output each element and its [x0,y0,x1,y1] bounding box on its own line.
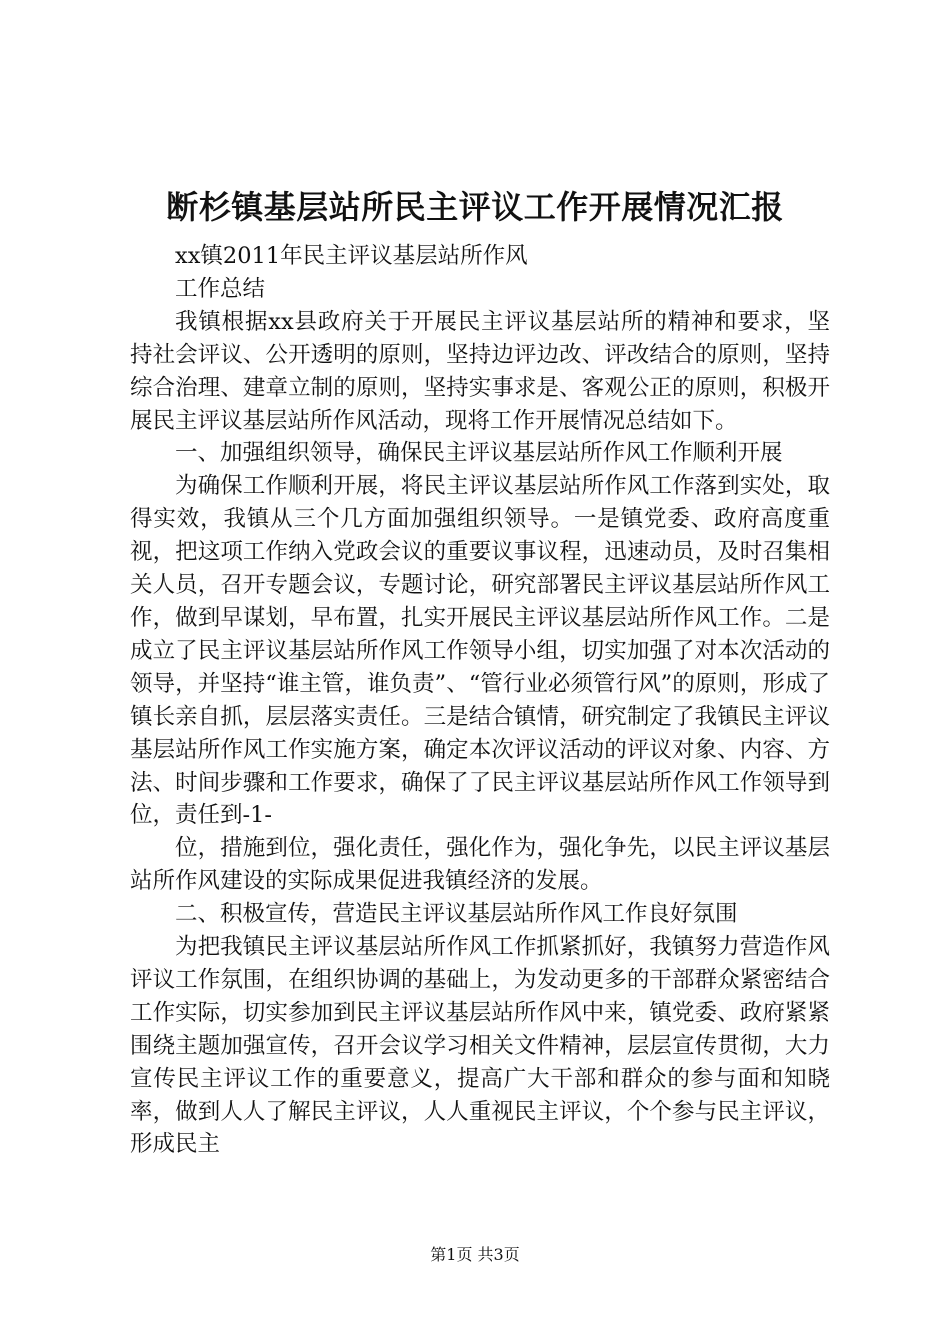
section-heading-2: 二、积极宣传，营造民主评议基层站所作风工作良好氛围 [175,901,738,928]
page-footer: 第1页 共3页 [430,1245,520,1264]
intro-paragraph: 我镇根据xx县政府关于开展民主评议基层站所的精神和要求，坚持社会评议、公开透明的原则，坚持边评边改、评改结合的原则，坚持综合治理、建章立制的原则，坚持实事求是、客观公正的原则，积极开展民主评议基层站所作风活动，现将工作开展情况总结如下。 [130,308,830,434]
document-body [130,240,830,1161]
document-title: 断杉镇基层站所民主评议工作开展情况汇报 [166,188,784,226]
subtitle-line-2: 工作总结 [175,275,266,302]
section-heading-1: 一、加强组织领导，确保民主评议基层站所作风工作顺利开展 [175,440,783,467]
section-1-paragraph: 为确保工作顺利开展，将民主评议基层站所作风工作落到实处，取得实效，我镇从三个几方面加强组织领导。一是镇党委、政府高度重视，把这项工作纳入党政会议的重要议事议程，迅速动员，及时召集相关人员，召开专题会议，专题讨论，研究部署民主评议基层站所作风工作，做到早谋划，早布置，扎实开展民主评议基层站所作风工作。二是成立了民主评议基层站所作风工作领导小组，切实加强了对本次活动的领导，并坚持“谁主管，谁负责”、“管行业必须管行风”的原则，形成了镇长亲自抓，层层落实责任。三是结合镇情，研究制定了我镇民主评议基层站所作风工作实施方案，确定本次评议活动的评议对象、内容、方法、时间步骤和工作要求，确保了了民主评议基层站所作风工作领导到位，责任到-1- [130,473,830,829]
section-1-continuation: 位，措施到位，强化责任，强化作为，强化争先，以民主评议基层站所作风建设的实际成果促进我镇经济的发展。 [130,835,830,895]
section-2-paragraph: 为把我镇民主评议基层站所作风工作抓紧抓好，我镇努力营造作风评议工作氛围，在组织协调的基础上，为发动更多的干部群众紧密结合工作实际，切实参加到民主评议基层站所作风中来，镇党委、政府紧紧围绕主题加强宣传，召开会议学习相关文件精神，层层宣传贯彻，大力宣传民主评议工作的重要意义，提高广大干部和群众的参与面和知晓率，做到人人了解民主评议，人人重视民主评议，个个参与民主评议，形成民主 [130,934,830,1158]
subtitle-line-1: xx镇2011年民主评议基层站所作风 [175,243,528,269]
